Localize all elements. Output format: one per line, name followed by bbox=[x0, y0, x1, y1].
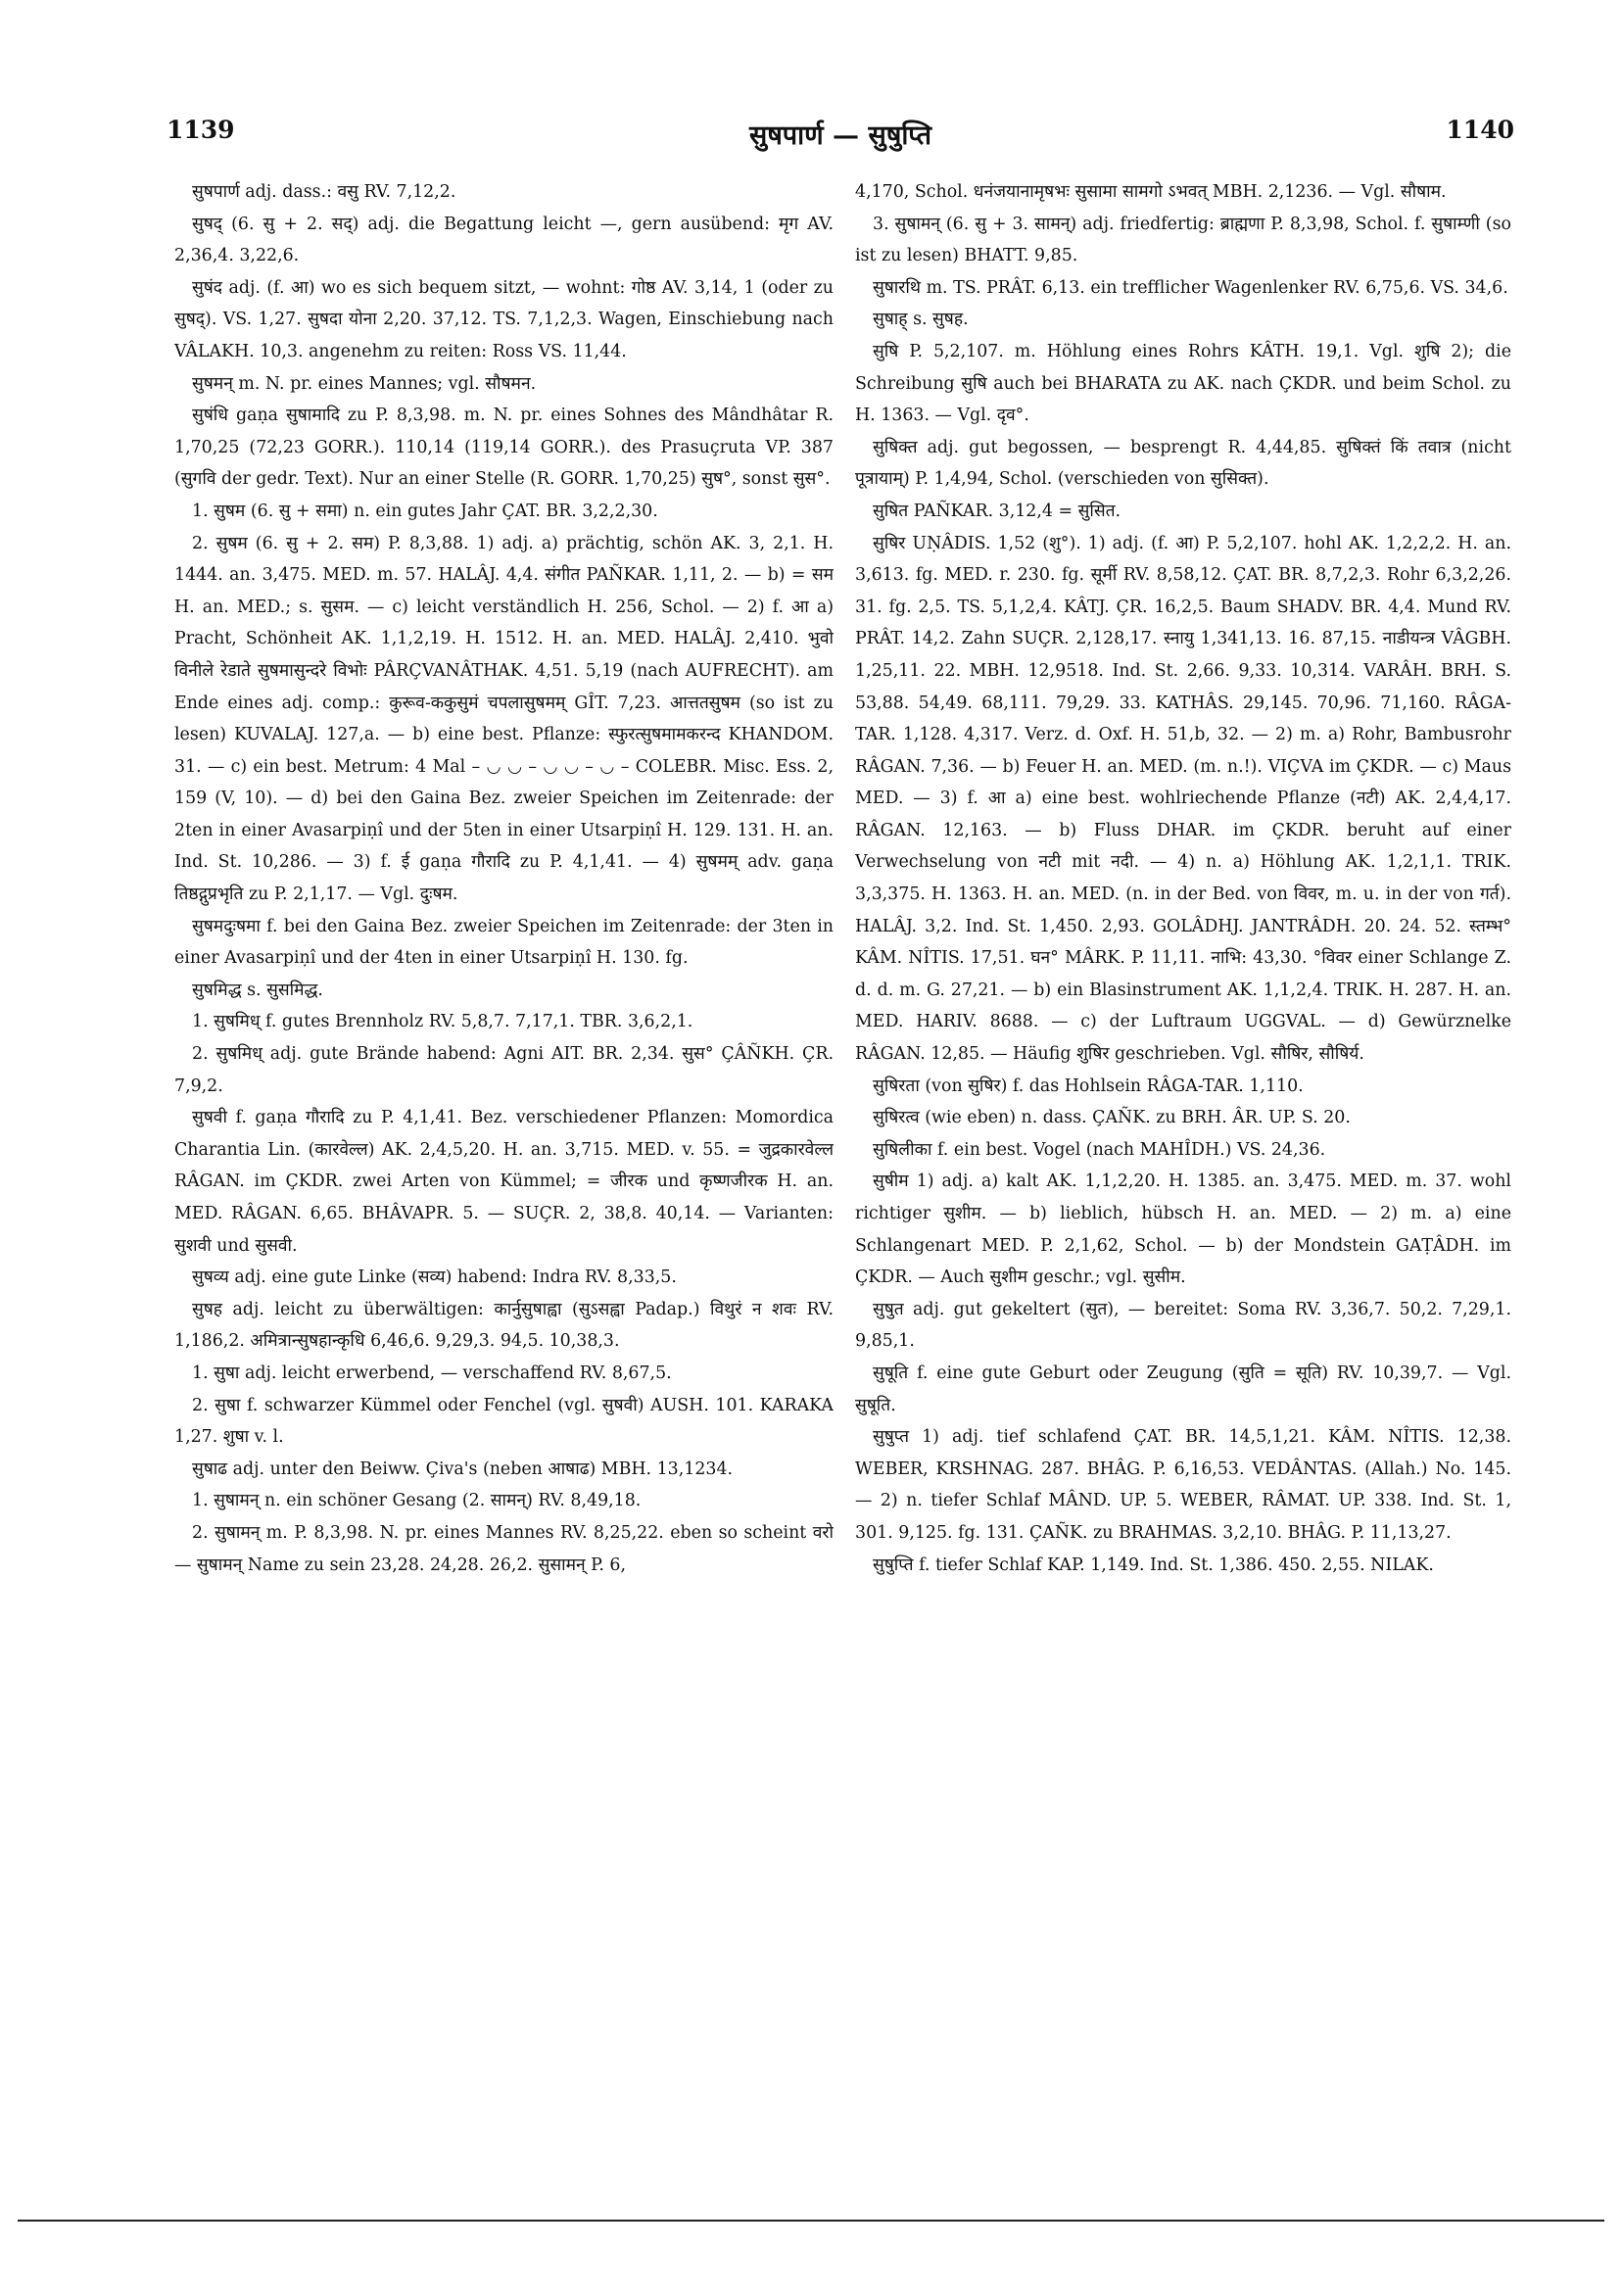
dictionary-entry: सुषीम 1) adj. a) kalt AK. 1,1,2,20. H. 1385. an. 3,475. MED. m. 37. wohl richtiger सुशीम. — b) lieblich, hübsch H. an. MED. — 2) m. a) eine Schlangenart MED. P. 2,1,62, Schol. — b) der Mondstein GAṬÂDH. im ÇKDR. — Auch सुशीम geschr.; vgl. सुसीम. bbox=[855, 1172, 1511, 1288]
dictionary-entry: सुषित PAÑKAR. 3,12,4 = सुसित. bbox=[873, 501, 1121, 521]
dictionary-entry: सुषिरता (von सुषिर) f. das Hohlsein RÂGA-TAR. 1,110. bbox=[873, 1076, 1304, 1096]
dictionary-entry: सुषाढ adj. unter den Beiww. Çiva's (neben आषाढ) MBH. 13,1234. bbox=[192, 1459, 734, 1479]
page-number-right: 1140 bbox=[1446, 116, 1514, 144]
dictionary-entry: 2. सुषम (6. सु + 2. सम) P. 8,3,88. 1) adj. a) prächtig, schön AK. 3, 2,1. H. 1444. an. 3,475. MED. m. 57. HALÂJ. 4,4. संगीत PAÑKAR. 1,11, 2. — b) = सम H. an. MED.; s. सुसम. — c) leicht verständlich H. 256, Schol. — 2) f. आ a) Pracht, Schönheit AK. 1,1,2,19. H. 1512. H. an. MED. HALÂJ. 2,410. भुवो विनीले रेडाते सुषमासुन्दरे विभोः PÂRÇVANÂTHAK. 4,51. 5,19 (nach AUFRECHT). am Ende eines adj. comp.: कुरूव-ककुसुमं चपलासुषमम् GÎT. 7,23. आत्ततसुषम (so ist zu lesen) KUVALAJ. 127,a. — b) eine best. Pflanze: स्फुरत्सुषमामकरन्द KHANDOM. 31. — c) ein best. Metrum: 4 Mal – ◡ ◡ – ◡ ◡ – ◡ – COLEBR. Misc. Ess. 2, 159 (V, 10). — d) bei den Gaina Bez. zweier Speichen im Zeitenrade: der 2ten in einer Avasarpiṇî und der 5ten in einer Utsarpiṇî H. 129. 131. H. an. Ind. St. 10,286. — 3) f. ई gaṇa गौरादि zu P. 4,1,41. — 4) सुषमम् adv. gaṇa तिष्ठद्गुप्रभृति zu P. 2,1,17. — Vgl. दुःषम. bbox=[174, 533, 834, 905]
running-title: सुषपार्ण — सुषुप्ति bbox=[748, 120, 932, 151]
dictionary-entry: 1. सुषमिध् f. gutes Brennholz RV. 5,8,7. 7,17,1. TBR. 3,6,2,1. bbox=[192, 1012, 693, 1032]
dictionary-entry: सुषुप्ति f. tiefer Schlaf KAP. 1,149. Ind. St. 1,386. 450. 2,55. NILAK. bbox=[873, 1555, 1434, 1575]
left-column bbox=[174, 176, 834, 2018]
dictionary-entry: 4,170, Schol. धनंजयानामृषभः सुसामा सामगो ऽभवत् MBH. 2,1236. — Vgl. सौषाम. bbox=[855, 182, 1447, 202]
dictionary-entry: सुषपार्ण adj. dass.: वसु RV. 7,12,2. bbox=[192, 182, 456, 202]
dictionary-entry: 2. सुषा f. schwarzer Kümmel oder Fenchel (vgl. सुषवी) AUSH. 101. KARAKA 1,27. शुषा v. l. bbox=[174, 1395, 834, 1448]
dictionary-entry: सुषिर UṆÂDIS. 1,52 (शु°). 1) adj. (f. आ) P. 5,2,107. hohl AK. 1,2,2,2. H. an. 3,613. fg. MED. r. 230. fg. सूर्मी RV. 8,58,12. ÇAT. BR. 8,7,2,3. Rohr 6,3,2,26. 31. fg. 2,5. TS. 5,1,2,4. KÂTJ. ÇR. 16,2,5. Baum SHADV. BR. 4,4. Mund RV. PRÂT. 14,2. Zahn SUÇR. 2,128,17. स्नायु 1,341,13. 16. 87,15. नाडीयन्त्र VÂGBH. 1,25,11. 22. MBH. 12,9518. Ind. St. 2,66. 9,33. 10,314. VARÂH. BRH. S. 53,88. 54,49. 68,111. 79,29. 33. KATHÂS. 29,145. 70,96. 71,160. RÂGA-TAR. 1,128. 4,317. Verz. d. Oxf. H. 51,b, 32. — 2) m. a) Rohr, Bambusrohr RÂGAN. 7,36. — b) Feuer H. an. MED. (m. n.!). VIÇVA im ÇKDR. — c) Maus MED. — 3) f. आ a) eine best. wohlriechende Pflanze (नटी) AK. 2,4,4,17. RÂGAN. 12,163. — b) Fluss DHAR. im ÇKDR. beruht auf einer Verwechselung von नटी mit नदी. — 4) n. a) Höhlung AK. 1,2,1,1. TRIK. 3,3,375. H. 1363. H. an. MED. (n. in der Bed. von विवर, m. u. in der von गर्त). HALÂJ. 3,2. Ind. St. 1,450. 2,93. GOLÂDHJ. JANTRÂDH. 20. 24. 52. स्तम्भ° KÂM. NÎTIS. 17,51. घन° MÂRK. P. 11,11. नाभि: 43,30. °विवर einer Schlange Z. d. d. m. G. 27,21. — b) ein Blasinstrument AK. 1,1,2,4. TRIK. H. 287. H. an. MED. HARIV. 8688. — c) der Luftraum UGGVAL. — d) Gewürznelke RÂGAN. 12,85. — Häufig शुषिर geschrieben. Vgl. सौषिर, सौषिर्य. bbox=[855, 533, 1511, 1065]
dictionary-entry: सुषाह् s. सुषह. bbox=[873, 310, 969, 330]
right-column bbox=[855, 176, 1511, 2018]
dictionary-entry: सुषव्य adj. eine gute Linke (सव्य) habend: Indra RV. 8,33,5. bbox=[192, 1268, 677, 1288]
dictionary-entry: सुषि P. 5,2,107. m. Höhlung eines Rohrs KÂTH. 19,1. Vgl. शुषि 2); die Schreibung सुषि auch bei BHARATA zu AK. nach ÇKDR. und beim Schol. zu H. 1363. — Vgl. दृव°. bbox=[855, 341, 1511, 426]
dictionary-entry: 1. सुषा adj. leicht erwerbend, — verschaffend RV. 8,67,5. bbox=[192, 1363, 672, 1383]
dictionary-entry: सुषमन् m. N. pr. eines Mannes; vgl. सौषमन. bbox=[192, 373, 537, 394]
dictionary-entry: सुषुप्त 1) adj. tief schlafend ÇAT. BR. 14,5,1,21. KÂM. NÎTIS. 12,38. WEBER, KRSHNAG. 287. BHÂG. P. 6,16,53. VEDÂNTAS. (Allah.) No. 145. — 2) n. tiefer Schlaf MÂND. UP. 5. WEBER, RÂMAT. UP. 338. Ind. St. 1, 301. 9,125. fg. 131. ÇAÑK. zu BRAHMAS. 3,2,10. BHÂG. P. 11,13,27. bbox=[855, 1427, 1511, 1543]
dictionary-entry: सुषंद adj. (f. आ) wo es sich bequem sitzt, — wohnt: गोष्ठ AV. 3,14, 1 (oder zu सुषद्). VS. 1,27. सुषदा योना 2,20. 37,12. TS. 7,1,2,3. Wagen, Einschiebung nach VÂLAKH. 10,3. angenehm zu reiten: Ross VS. 11,44. bbox=[174, 277, 834, 361]
dictionary-entry: सुषमदुःषमा f. bei den Gaina Bez. zweier Speichen im Zeitenrade: der 3ten in einer Avasarpiṇî und der 4ten in einer Utsarpiṇî H. 130. fg. bbox=[174, 916, 834, 969]
page-number-left: 1139 bbox=[167, 116, 235, 144]
dictionary-entry: 2. सुषामन् m. P. 8,3,98. N. pr. eines Mannes RV. 8,25,22. eben so scheint वरो — सुषामन् Name zu sein 23,28. 24,28. 26,2. सुसामन् P. 6, bbox=[174, 1522, 834, 1575]
dictionary-entry: सुषारथि m. TS. PRÂT. 6,13. ein trefflicher Wagenlenker RV. 6,75,6. VS. 34,6. bbox=[873, 277, 1508, 298]
dictionary-entry: सुषद् (6. सु + 2. सद्) adj. die Begattung leicht —, gern ausübend: मृग AV. 2,36,4. 3,22,6. bbox=[174, 214, 834, 266]
dictionary-entry: सुषवी f. gaṇa गौरादि zu P. 4,1,41. Bez. verschiedener Pflanzen: Momordica Charantia Lin. (कारवेल्ल) AK. 2,4,5,20. H. an. 3,715. MED. v. 55. = जुद्रकारवेल्ल RÂGAN. im ÇKDR. zwei Arten von Kümmel; = जीरक und कृष्णजीरक H. an. MED. RÂGAN. 6,65. BHÂVAPR. 5. — SUÇR. 2, 38,8. 40,14. — Varianten: सुशवी und सुसवी. bbox=[174, 1108, 834, 1256]
dictionary-entry: सुषुत adj. gut gekeltert (सुत), — bereitet: Soma RV. 3,36,7. 50,2. 7,29,1. 9,85,1. bbox=[855, 1299, 1511, 1352]
page-header bbox=[167, 116, 1514, 155]
dictionary-entry: सुषिलीका f. ein best. Vogel (nach MAHÎDH.) VS. 24,36. bbox=[873, 1139, 1326, 1160]
dictionary-entry: सुषूति f. eine gute Geburt oder Zeugung (सुति = सूति) RV. 10,39,7. — Vgl. सुषूति. bbox=[855, 1363, 1511, 1415]
dictionary-entry: 1. सुषम (6. सु + समा) n. ein gutes Jahr ÇAT. BR. 3,2,2,30. bbox=[192, 501, 658, 521]
dictionary-entry: 2. सुषमिध् adj. gute Brände habend: Agni AIT. BR. 2,34. सुस° ÇÂÑKH. ÇR. 7,9,2. bbox=[174, 1044, 834, 1096]
dictionary-entry: 3. सुषामन् (6. सु + 3. सामन्) adj. friedfertig: ब्राह्मणा P. 8,3,98, Schol. f. सुषाम्णी (so ist zu lesen) BHATT. 9,85. bbox=[855, 214, 1511, 266]
dictionary-entry: सुषिरत्व (wie eben) n. dass. ÇAÑK. zu BRH. ÂR. UP. S. 20. bbox=[873, 1108, 1351, 1128]
dictionary-entry: सुषह adj. leicht zu überwältigen: कार्नुसुषाह्वा (सुऽसह्वा Padap.) विथुरं न शवः RV. 1,186,2. अमित्रान्सुषहान्कृधि 6,46,6. 9,29,3. 94,5. 10,38,3. bbox=[174, 1299, 834, 1352]
dictionary-entry: सुषिक्त adj. gut begossen, — besprengt R. 4,44,85. सुषिक्तं किं तवात्र (nicht पूत्रायाम्) P. 1,4,94, Schol. (verschieden von सुसिक्त). bbox=[855, 437, 1511, 490]
dictionary-entry: सुषमिद्ध s. सुसमिद्ध. bbox=[192, 980, 323, 1000]
bottom-rule bbox=[18, 2220, 1604, 2222]
dictionary-entry: 1. सुषामन् n. ein schöner Gesang (2. सामन्) RV. 8,49,18. bbox=[192, 1491, 642, 1511]
dictionary-entry: सुषंधि gaṇa सुषामादि zu P. 8,3,98. m. N. pr. eines Sohnes des Mândhâtar R. 1,70,25 (72,23 GORR.). 110,14 (119,14 GORR.). des Prasuçruta VP. 387 (सुगवि der gedr. Text). Nur an einer Stelle (R. GORR. 1,70,25) सुष°, sonst सुस°. bbox=[174, 406, 834, 490]
